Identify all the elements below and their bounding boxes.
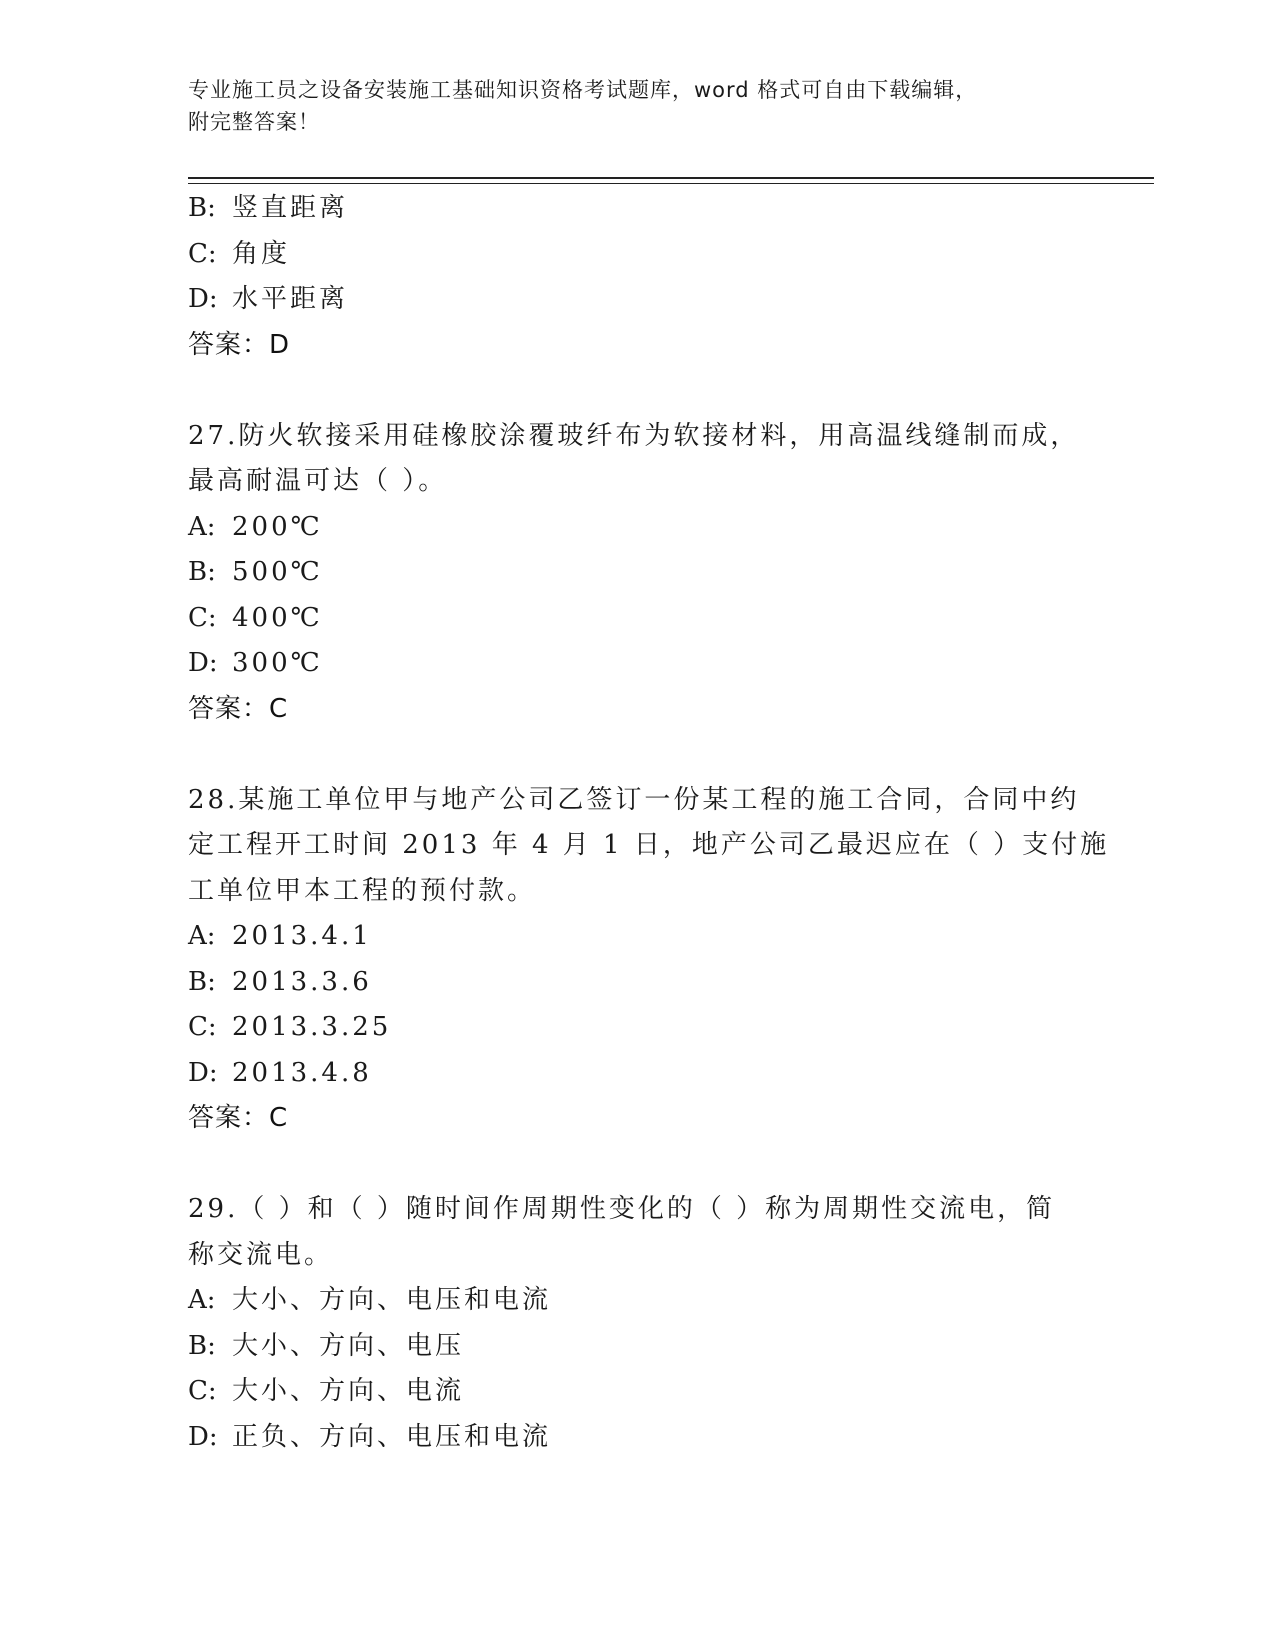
option-label: C: bbox=[188, 1376, 217, 1406]
option-label: D: bbox=[188, 648, 218, 678]
option-label: D: bbox=[188, 284, 218, 314]
option-d bbox=[188, 1051, 1088, 1097]
header-divider-thin bbox=[188, 183, 1154, 184]
question-text: 工单位甲本工程的预付款。 bbox=[188, 875, 537, 906]
question-26-options bbox=[188, 186, 1088, 368]
option-c bbox=[188, 1005, 1088, 1051]
spacer bbox=[188, 1142, 1088, 1188]
option-b bbox=[188, 186, 1088, 232]
header-divider-thick bbox=[188, 177, 1154, 179]
option-label: D: bbox=[188, 1421, 218, 1452]
option-text: 正负、方向、电压和电流 bbox=[232, 1421, 552, 1452]
question-text: 称交流电。 bbox=[188, 1239, 334, 1270]
option-text: 大小、方向、电流 bbox=[232, 1376, 465, 1406]
option-label: A: bbox=[188, 1285, 216, 1315]
option-text: 2013.4.8 bbox=[232, 1057, 372, 1088]
option-a bbox=[188, 1278, 1088, 1324]
answer-line: 答案：D bbox=[188, 329, 291, 360]
page-header bbox=[188, 74, 1068, 138]
option-text: 竖直距离 bbox=[232, 193, 349, 223]
option-label: C: bbox=[188, 238, 217, 269]
question-content bbox=[188, 186, 1110, 1460]
option-text: 大小、方向、电压和电流 bbox=[232, 1285, 552, 1315]
answer-line: 答案：C bbox=[188, 693, 289, 724]
question-text: 定工程开工时间 2013 年 4 月 1 日，地产公司乙最迟应在（ ）支付施 bbox=[188, 830, 1110, 860]
option-text: 2013.3.25 bbox=[232, 1012, 392, 1042]
option-label: B: bbox=[188, 966, 216, 997]
option-label: B: bbox=[188, 557, 216, 587]
option-label: C: bbox=[188, 602, 217, 633]
option-text: 500℃ bbox=[232, 557, 323, 587]
option-c bbox=[188, 232, 1088, 278]
header-title-line-1: 专业施工员之设备安装施工基础知识资格考试题库，word 格式可自由下载编辑， bbox=[188, 78, 978, 102]
question-27 bbox=[188, 414, 1088, 733]
answer-line: 答案：C bbox=[188, 1103, 289, 1133]
header-title-line-2: 附完整答案！ bbox=[188, 110, 320, 134]
option-d bbox=[188, 277, 1088, 323]
option-label: B: bbox=[188, 1330, 216, 1361]
option-b bbox=[188, 1324, 1088, 1370]
question-text: 最高耐温可达（ ）。 bbox=[188, 466, 448, 496]
question-29 bbox=[188, 1187, 1088, 1460]
option-a bbox=[188, 914, 1088, 960]
option-label: D: bbox=[188, 1057, 218, 1088]
option-label: A: bbox=[188, 921, 216, 951]
option-label: A: bbox=[188, 511, 216, 542]
option-b bbox=[188, 960, 1088, 1006]
option-a bbox=[188, 505, 1088, 551]
option-d bbox=[188, 641, 1088, 687]
option-text: 300℃ bbox=[232, 648, 323, 678]
question-text: 28.某施工单位甲与地产公司乙签订一份某工程的施工合同，合同中约 bbox=[188, 784, 1080, 815]
question-28 bbox=[188, 778, 1110, 1142]
option-text: 200℃ bbox=[232, 511, 323, 542]
option-text: 2013.4.1 bbox=[232, 921, 372, 951]
option-d bbox=[188, 1415, 1088, 1461]
option-b bbox=[188, 550, 1088, 596]
question-text: 27.防火软接采用硅橡胶涂覆玻纤布为软接材料，用高温线缝制而成， bbox=[188, 420, 1080, 451]
spacer bbox=[188, 732, 1088, 778]
option-text: 角度 bbox=[232, 238, 291, 269]
spacer bbox=[188, 368, 1088, 414]
option-text: 400℃ bbox=[232, 602, 323, 633]
option-text: 大小、方向、电压 bbox=[232, 1330, 465, 1361]
option-label: B: bbox=[188, 193, 216, 223]
option-c bbox=[188, 1369, 1088, 1415]
question-text: 29.（ ）和（ ）随时间作周期性变化的（ ）称为周期性交流电，简 bbox=[188, 1194, 1056, 1224]
option-text: 水平距离 bbox=[232, 284, 349, 314]
option-text: 2013.3.6 bbox=[232, 966, 372, 997]
option-c bbox=[188, 596, 1088, 642]
option-label: C: bbox=[188, 1012, 217, 1042]
